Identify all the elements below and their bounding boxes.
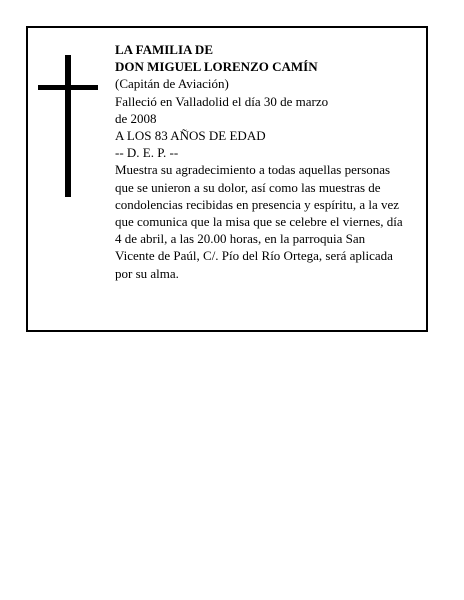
rest-in-peace: -- D. E. P. -- [115, 145, 179, 161]
body-line-5: 4 de abril, a las 20.00 horas, en la parroquia San [115, 231, 366, 247]
body-line-4: que comunica que la misa que se celebre el viernes, día [115, 214, 403, 230]
notice-text [115, 41, 421, 282]
body-line-6: Vicente de Paúl, C/. Pío del Río Ortega, será aplicada [115, 248, 393, 264]
deceased-name: DON MIGUEL LORENZO CAMÍN [115, 59, 318, 75]
body-line-7: por su alma. [115, 265, 179, 281]
death-date-line1: Falleció en Valladolid el día 30 de marzo [115, 93, 329, 109]
cross-icon [28, 28, 108, 208]
age-at-death: A LOS 83 AÑOS DE EDAD [115, 128, 266, 144]
family-heading: LA FAMILIA DE [115, 42, 213, 57]
body-line-3: condolencias recibidas en presencia y espíritu, a la vez [115, 196, 400, 212]
obituary-notice [26, 26, 428, 332]
cross-horizontal-bar [38, 85, 98, 90]
deceased-rank: (Capitán de Aviación) [115, 76, 229, 92]
body-line-1: Muestra su agradecimiento a todas aquellas personas [115, 162, 391, 178]
body-line-2: que se unieron a su dolor, así como las muestras de [115, 179, 381, 195]
cross-vertical-bar [65, 55, 71, 197]
death-date-line2: de 2008 [115, 110, 157, 126]
